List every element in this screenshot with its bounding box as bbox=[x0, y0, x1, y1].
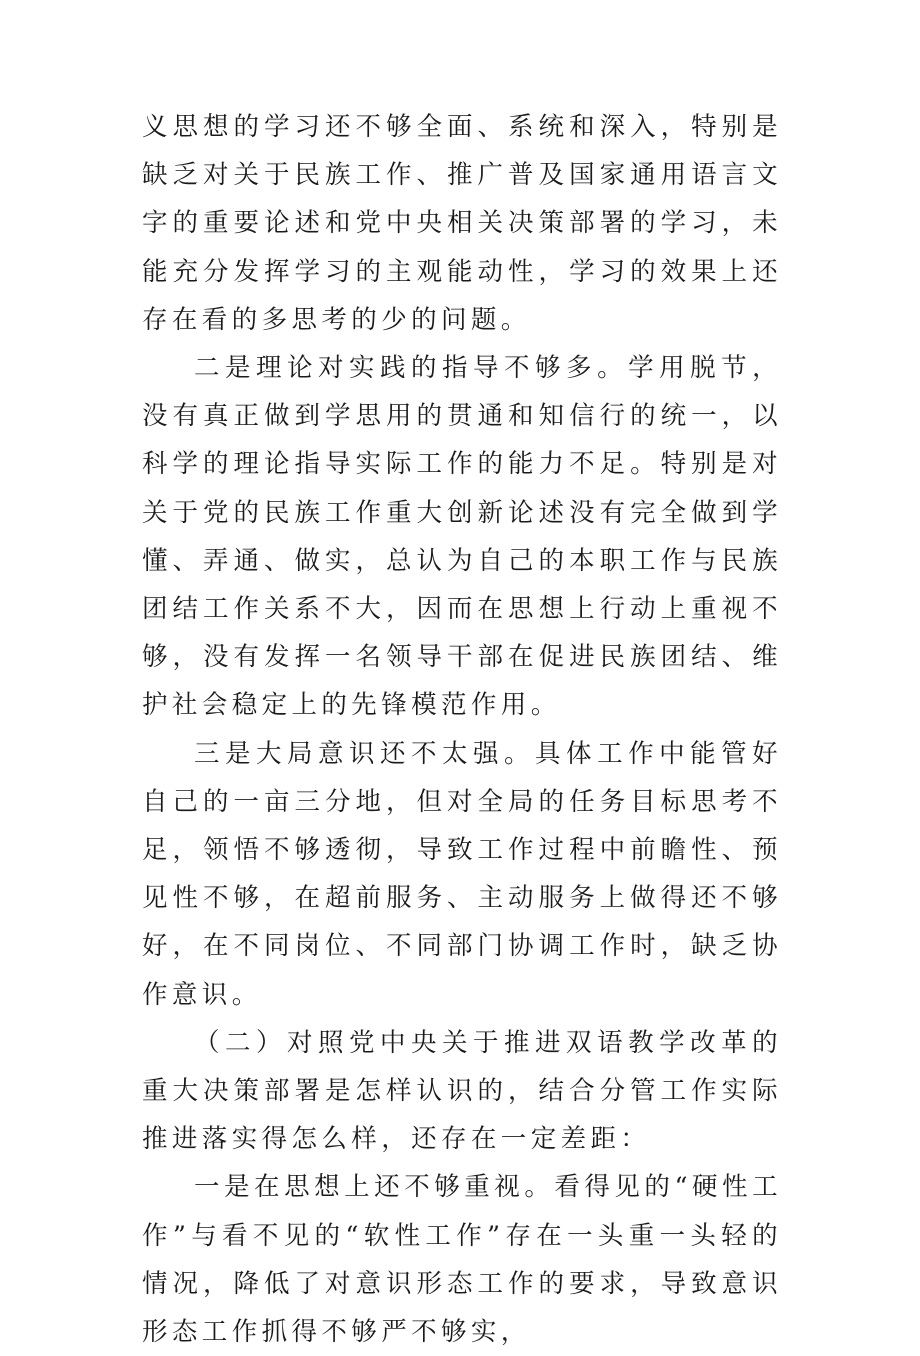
paragraph-point-two: 二是理论对实践的指导不够多。学用脱节，没有真正做到学思用的贯通和知信行的统一，以科学的理论指导实际工作的能力不足。特别是对关于党的民族工作重大创新论述没有完全做到学懂、弄通、做实，总认为自己的本职工作与民族团结工作关系不大，因而在思想上行动上重视不够，没有发挥一名领导干部在促进民族团结、维护社会稳定上的先锋模范作用。 bbox=[142, 353, 782, 721]
paragraph-continuation: 义思想的学习还不够全面、系统和深入，特别是缺乏对关于民族工作、推广普及国家通用语言文字的重要论述和党中央相关决策部署的学习，未能充分发挥学习的主观能动性，学习的效果上还存在看的多思考的少的问题。 bbox=[142, 112, 782, 335]
paragraph-point-three: 三是大局意识还不太强。具体工作中能管好自己的一亩三分地，但对全局的任务目标思考不足，领悟不够透彻，导致工作过程中前瞻性、预见性不够，在超前服务、主动服务上做得还不够好，在不同岗位、不同部门协调工作时，缺乏协作意识。 bbox=[142, 738, 782, 1010]
document-body bbox=[142, 103, 782, 1356]
section-two-heading: （二）对照党中央关于推进双语教学改革的重大决策部署是怎样认识的，结合分管工作实际推进落实得怎么样，还存在一定差距： bbox=[142, 1027, 782, 1155]
paragraph-section-two-point-one: 一是在思想上还不够重视。看得见的“硬性工作”与看不见的“软性工作”存在一头重一头轻的情况，降低了对意识形态工作的要求，导致意识形态工作抓得不够严不够实， bbox=[142, 1172, 782, 1348]
